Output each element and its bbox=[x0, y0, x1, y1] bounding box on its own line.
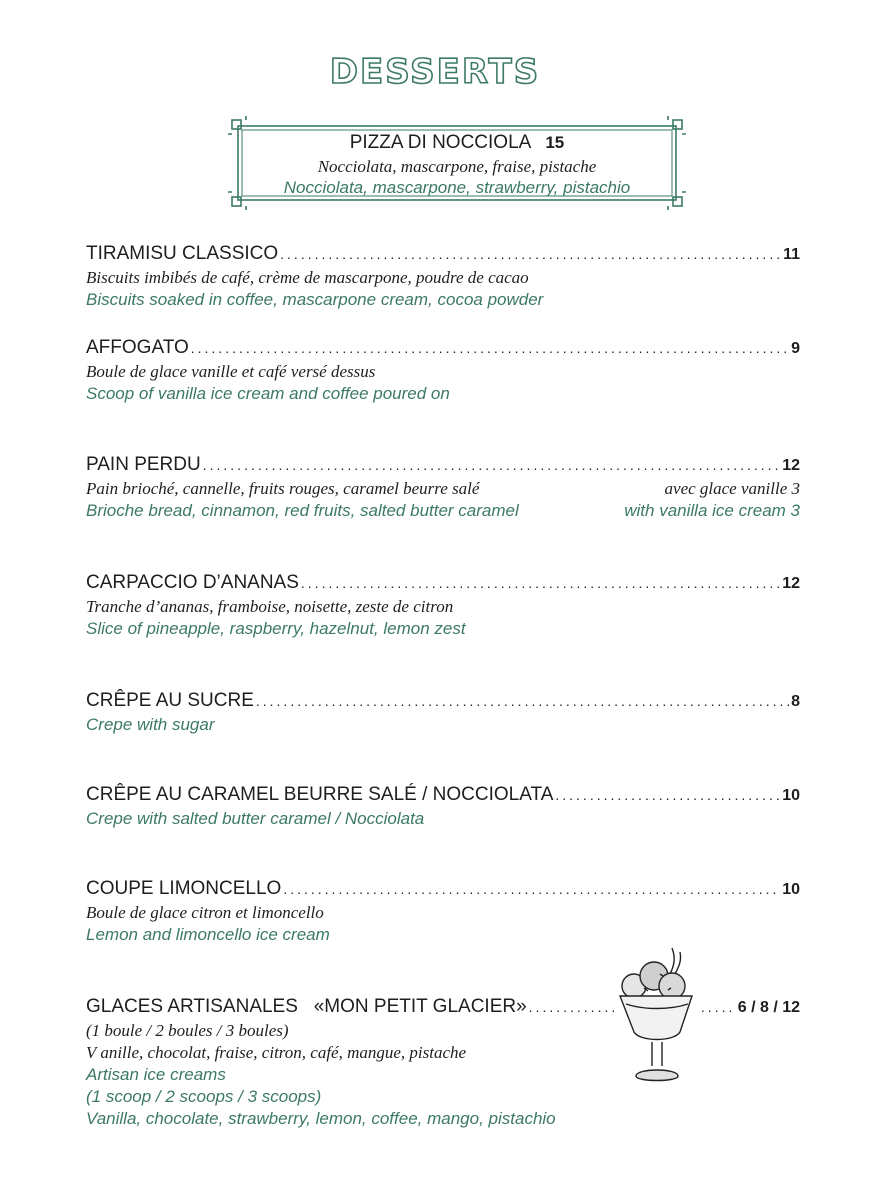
item-price: 12 bbox=[782, 457, 800, 474]
item-price: 9 bbox=[791, 340, 800, 357]
item-flavors-en: Vanilla, chocolate, strawberry, lemon, coffee, mango, pistachio bbox=[86, 1109, 556, 1128]
leader-dots bbox=[280, 246, 781, 262]
leader-dots bbox=[301, 575, 780, 591]
featured-dessert-box bbox=[228, 116, 686, 210]
menu-item-carpaccio bbox=[86, 572, 800, 640]
item-desc-fr: Biscuits imbibés de café, crème de mascarpone, poudre de cacao bbox=[86, 268, 529, 287]
item-desc-en: Artisan ice creams bbox=[86, 1065, 226, 1084]
item-name: CARPACCIO D’ANANAS bbox=[86, 572, 299, 593]
item-price: 11 bbox=[783, 246, 800, 263]
menu-item-crepe-sucre bbox=[86, 690, 800, 736]
menu-item-pain-perdu bbox=[86, 454, 800, 522]
item-desc-en: Lemon and limoncello ice cream bbox=[86, 925, 330, 944]
item-name: CRÊPE AU CARAMEL BEURRE SALÉ / NOCCIOLATA bbox=[86, 784, 554, 805]
ice-cream-sundae-icon bbox=[614, 944, 700, 1092]
leader-dots bbox=[283, 881, 780, 897]
item-desc-en: Scoop of vanilla ice cream and coffee poured on bbox=[86, 384, 450, 403]
item-flavors-fr: V anille, chocolat, fraise, citron, café, mangue, pistache bbox=[86, 1043, 467, 1062]
menu-title: DESSERTS bbox=[329, 52, 541, 92]
item-desc-en: Slice of pineapple, raspberry, hazelnut, lemon zest bbox=[86, 619, 466, 638]
featured-price: 15 bbox=[545, 133, 565, 152]
item-name: AFFOGATO bbox=[86, 337, 189, 358]
item-sizes-fr: (1 boule / 2 boules / 3 boules) bbox=[86, 1021, 289, 1040]
leader-dots bbox=[203, 457, 780, 473]
item-name: PAIN PERDU bbox=[86, 454, 201, 475]
item-desc-en: Crepe with sugar bbox=[86, 715, 215, 734]
leader-dots bbox=[555, 787, 780, 803]
featured-name: PIZZA DI NOCCIOLA bbox=[349, 132, 532, 153]
featured-name-line bbox=[228, 132, 686, 154]
leader-dots bbox=[191, 340, 789, 356]
item-desc-en-row bbox=[86, 500, 800, 522]
item-price: 6 / 8 / 12 bbox=[737, 999, 800, 1016]
menu-item-crepe-caramel bbox=[86, 784, 800, 830]
item-name: TIRAMISU CLASSICO bbox=[86, 243, 279, 264]
item-desc-en: Crepe with salted butter caramel / Nocciolata bbox=[86, 809, 425, 828]
item-extra-fr: avec glace vanille 3 bbox=[664, 479, 800, 498]
item-price: 12 bbox=[782, 575, 800, 592]
item-sizes-en: (1 scoop / 2 scoops / 3 scoops) bbox=[86, 1087, 322, 1106]
item-name: COUPE LIMONCELLO bbox=[86, 878, 282, 899]
item-desc-en: Biscuits soaked in coffee, mascarpone cream, cocoa powder bbox=[86, 290, 544, 309]
item-desc-fr-row bbox=[86, 478, 800, 500]
item-desc-fr: Boule de glace vanille et café versé dessus bbox=[86, 362, 376, 381]
leader-dots bbox=[256, 693, 789, 709]
item-desc-fr: Tranche d’ananas, framboise, noisette, zeste de citron bbox=[86, 597, 454, 616]
menu-item-coupe-limoncello bbox=[86, 878, 800, 946]
item-price: 10 bbox=[782, 787, 800, 804]
item-price: 10 bbox=[782, 881, 800, 898]
item-name: GLACES ARTISANALES «MON PETIT GLACIER» bbox=[86, 996, 527, 1017]
item-desc-en: Brioche bread, cinnamon, red fruits, salted butter caramel bbox=[86, 501, 519, 520]
item-desc-fr: Boule de glace citron et limoncello bbox=[86, 903, 324, 922]
featured-desc-fr: Nocciolata, mascarpone, fraise, pistache bbox=[317, 157, 597, 176]
item-desc-fr: Pain brioché, cannelle, fruits rouges, caramel beurre salé bbox=[86, 479, 480, 498]
menu-item-tiramisu bbox=[86, 243, 800, 311]
featured-desc-en: Nocciolata, mascarpone, strawberry, pistachio bbox=[283, 178, 631, 197]
item-price: 8 bbox=[791, 693, 800, 710]
item-extra-en: with vanilla ice cream 3 bbox=[624, 501, 800, 520]
item-name: CRÊPE AU SUCRE bbox=[86, 690, 254, 711]
menu-item-affogato bbox=[86, 337, 800, 405]
